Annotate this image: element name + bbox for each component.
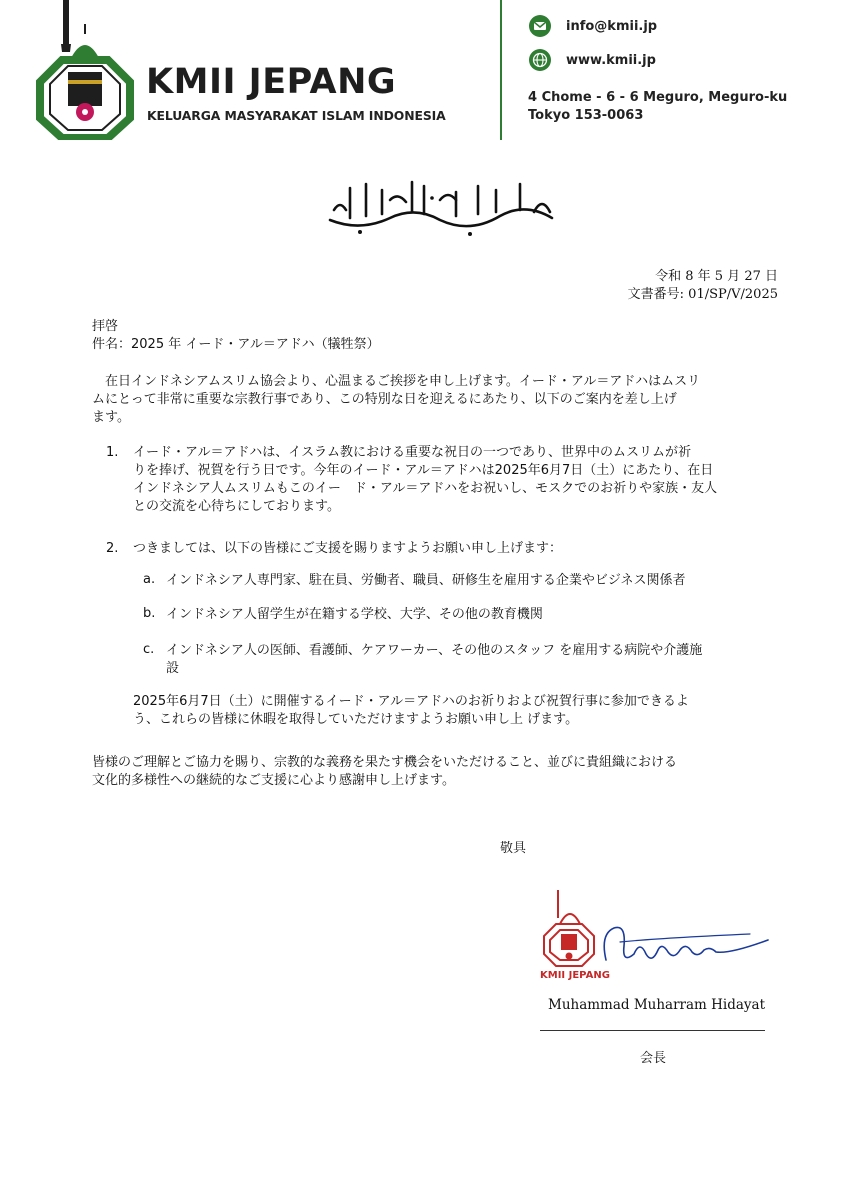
signer-title: 会長 (640, 1051, 667, 1066)
sub-item-mark: b. (143, 606, 156, 621)
sub-item-line: インドネシア人の医師、看護師、ケアワーカー、その他のスタッフ を雇用する病院や介護施 (166, 643, 703, 658)
closing-line: 皆様のご理解とご協力を賜り、宗教的な義務を果たす機会をいただけること、並びに貴組織における (92, 755, 678, 770)
greeting: 拝啓 (92, 319, 119, 334)
sub-item-body: インドネシア人留学生が在籍する学校、大学、その他の教育機関 (166, 607, 543, 622)
website-link[interactable]: www.kmii.jp (566, 52, 656, 68)
request-line: う、これらの皆様に休暇を取得していただけますようお願い申し上 げます。 (133, 712, 579, 727)
list-item-number: 1. (106, 445, 119, 460)
list-item-line: りを捧げ、祝賀を行う日です。今年のイード・アル＝アドハは2025年6月7日（土）にあたり、在日 (133, 463, 714, 478)
intro-paragraph (92, 373, 792, 427)
intro-line: ムにとって非常に重要な宗教行事であり、この特別な日を迎えるにあたり、以下のご案内を差し上げ (92, 392, 677, 407)
globe-icon (528, 48, 552, 72)
list-item-body: つきましては、以下の皆様にご支援を賜りますようお願い申し上げます： (133, 541, 563, 556)
intro-line: 在日インドネシアムスリム協会より、心温まるご挨拶を申し上げます。イード・アル＝アドハはムスリ (105, 374, 701, 389)
regards: 敬具 (500, 841, 527, 856)
signature-line (540, 1030, 765, 1031)
sub-item-mark: a. (143, 572, 156, 587)
request-line: 2025年6月7日（土）に開催するイード・アル＝アドハのお祈りおよび祝賀行事に参加できるよ (133, 694, 689, 709)
closing-paragraph (92, 754, 677, 790)
mail-icon (528, 14, 552, 38)
mosque-logo-icon (30, 0, 140, 140)
intro-line: ます。 (92, 410, 130, 425)
sub-item-body (166, 642, 702, 678)
contact-website (528, 47, 656, 73)
seal-label: KMII JEPANG (540, 970, 610, 981)
sub-item-body: インドネシア人専門家、駐在員、労働者、職員、研修生を雇用する企業やビジネス関係者 (166, 573, 686, 588)
org-name: KMII JEPANG (146, 62, 397, 102)
list-item-number: 2. (106, 541, 119, 556)
address-line-2: Tokyo 153-0063 (528, 108, 644, 123)
basmala-calligraphy (320, 170, 560, 240)
closing-line: 文化的多様性への継続的なご支援に心より感謝申し上げます。 (92, 773, 455, 788)
address-line-1: 4 Chome - 6 - 6 Meguro, Meguro-ku (528, 90, 788, 105)
signer-name: Muhammad Muharram Hidayat (548, 997, 766, 1013)
email-link[interactable]: info@kmii.jp (566, 18, 658, 34)
header-divider (500, 0, 502, 140)
sub-item-line: 設 (166, 661, 180, 676)
handwritten-signature (600, 920, 770, 970)
contact-email (528, 13, 657, 39)
list-item-body (133, 444, 793, 516)
list-item-line: イード・アル＝アドハは、イスラム教における重要な祝日の一つであり、世界中のムスリムが祈 (133, 445, 691, 460)
document-number: 文書番号: 01/SP/V/2025 (627, 287, 778, 302)
letter-date: 令和 8 年 5 月 27 日 (655, 269, 778, 284)
subject-line: 件名：2025 年 イード・アル＝アドハ（犠牲祭） (92, 337, 380, 352)
list-item-line: インドネシア人ムスリムもこのイー ド・アル＝アドハをお祝いし、モスクでのお祈りや家族・友人 (133, 481, 718, 496)
list-item-line: との交流を心待ちにしております。 (133, 499, 340, 514)
request-paragraph (133, 693, 689, 729)
mosque-seal-icon (540, 888, 598, 968)
org-subtitle: KELUARGA MASYARAKAT ISLAM INDONESIA (147, 108, 446, 123)
sub-item-mark: c. (143, 642, 155, 657)
